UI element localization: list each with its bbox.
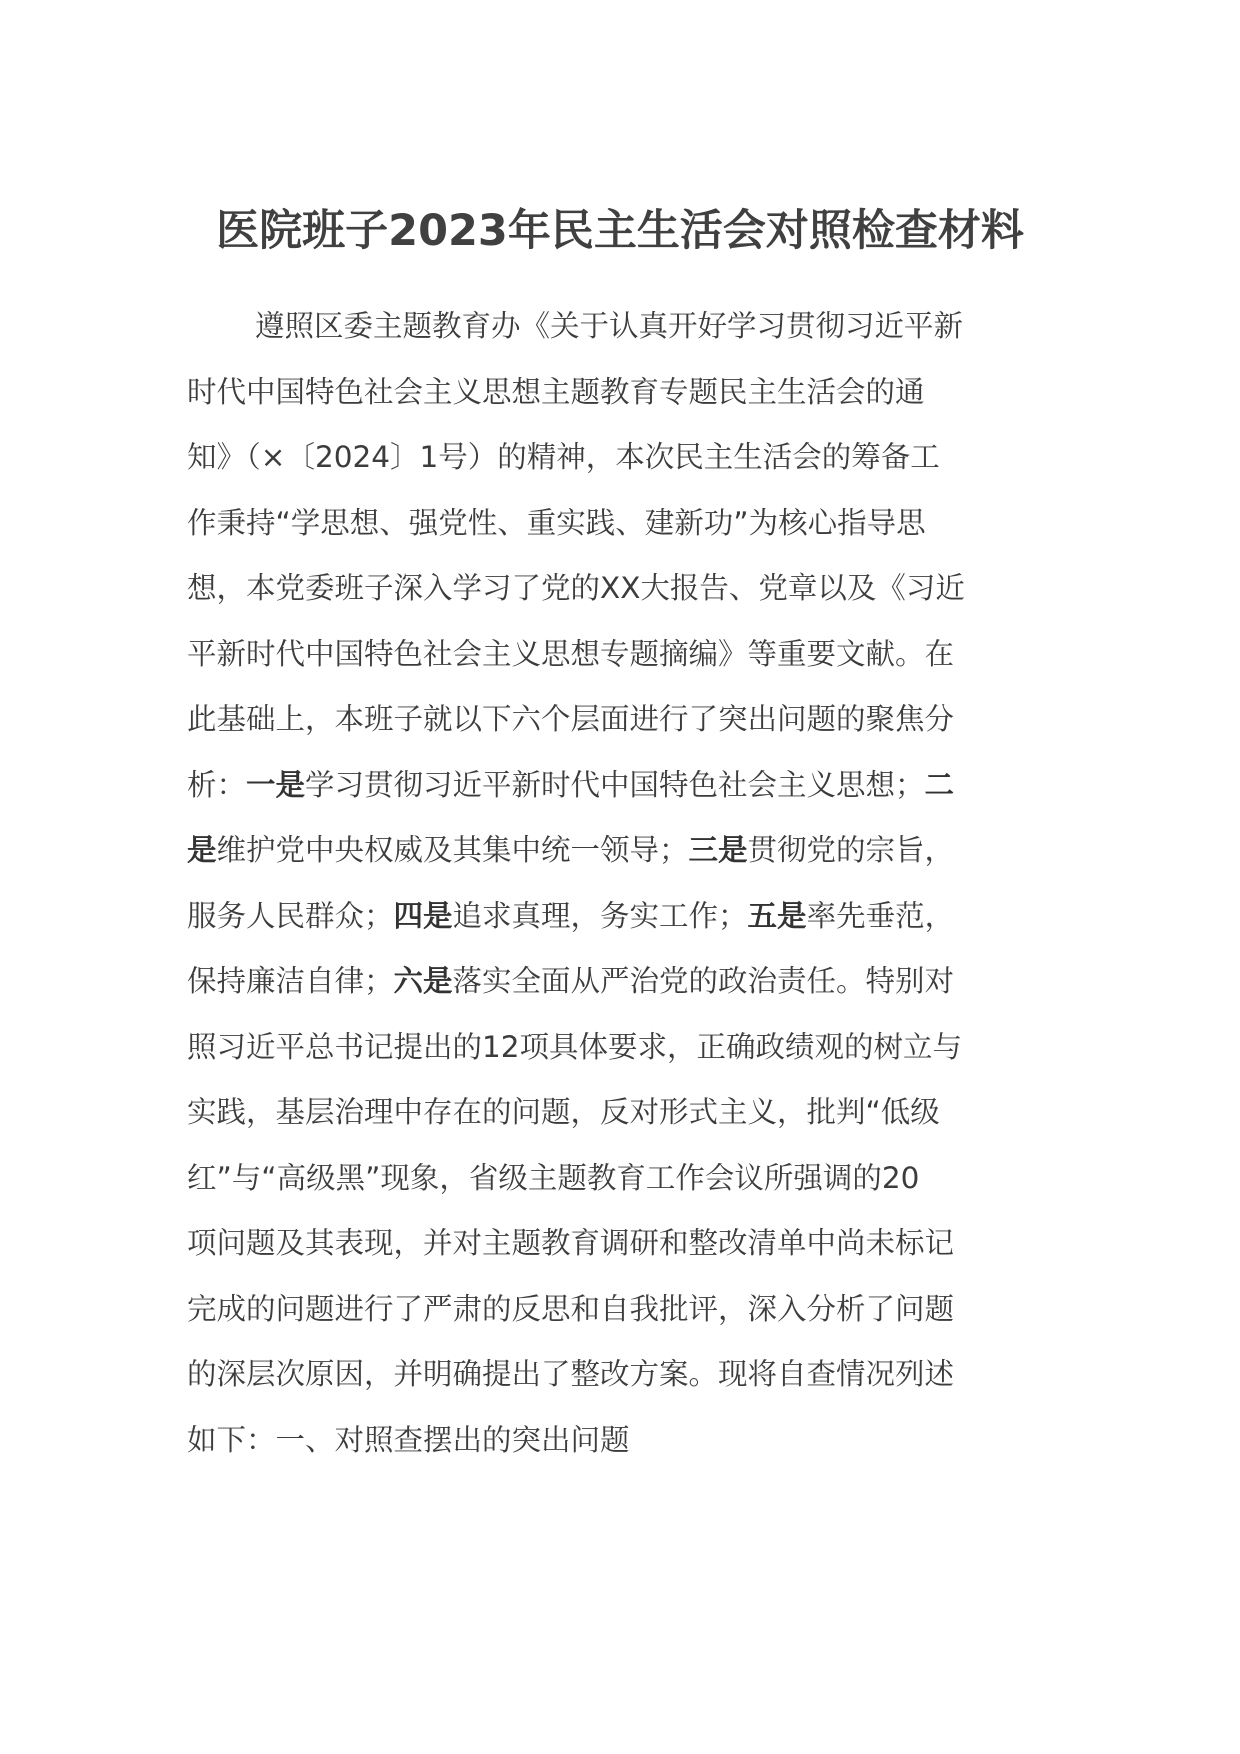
item-label-one: 一是: [246, 767, 306, 802]
paragraph-line: [187, 884, 1057, 950]
paragraph-line: 实践，基层治理中存在的问题，反对形式主义，批判“低级: [187, 1095, 940, 1129]
paragraph-line: [187, 818, 1057, 884]
item-text-six: 落实全面从严治党的政治责任。特别对: [452, 964, 955, 998]
paragraph-line: 知》（×〔2024〕1号）的精神，本次民主生活会的筹备工: [187, 440, 940, 474]
paragraph-line: 遵照区委主题教育办《关于认真开好学习贯彻习近平新: [255, 309, 964, 343]
paragraph-line: [187, 753, 1057, 819]
paragraph-line: 想，本党委班子深入学习了党的XX大报告、党章以及《习近: [187, 571, 965, 605]
item-label-six: 六是: [393, 964, 453, 998]
line-text: 析：: [187, 767, 247, 802]
paragraph-line: [187, 949, 1057, 1015]
paragraph-line: 如下：一、对照查摆出的突出问题: [187, 1422, 630, 1457]
paragraph-line: 完成的问题进行了严肃的反思和自我批评，深入分析了问题: [187, 1291, 955, 1326]
paragraph-line: 照习近平总书记提出的12项具体要求，正确政绩观的树立与: [187, 1029, 963, 1064]
item-text-three: 贯彻党的宗旨，: [747, 833, 955, 867]
item-text-three-cont: 服务人民群众；: [187, 898, 394, 933]
item-label-four: 四是: [393, 898, 453, 933]
item-text-four: 追求真理，务实工作；: [452, 898, 748, 933]
item-text-five-cont: 保持廉洁自律；: [187, 964, 394, 998]
paragraph-line: 项问题及其表现，并对主题教育调研和整改清单中尚未标记: [187, 1226, 955, 1260]
document-body: [187, 294, 1057, 1473]
item-text-five: 率先垂范，: [806, 898, 955, 933]
paragraph-line: 作秉持“学思想、强党性、重实践、建新功”为核心指导思: [187, 505, 926, 540]
document-title: 医院班子2023年民主生活会对照检查材料: [216, 206, 1024, 256]
item-label-three: 三是: [688, 833, 748, 867]
item-text-two: 维护党中央权威及其集中统一领导；: [216, 833, 689, 867]
paragraph-line: 时代中国特色社会主义思想主题教育专题民主生活会的通: [187, 374, 925, 409]
item-text-one: 学习贯彻习近平新时代中国特色社会主义思想；: [305, 767, 925, 802]
paragraph-line: 的深层次原因，并明确提出了整改方案。现将自查情况列述: [187, 1357, 955, 1391]
item-label-two-cont: 是: [187, 833, 217, 867]
item-label-five: 五是: [747, 898, 807, 933]
paragraph-line: 平新时代中国特色社会主义思想专题摘编》等重要文献。在: [187, 636, 955, 671]
item-label-two: 二: [924, 767, 955, 802]
paragraph-line: 此基础上，本班子就以下六个层面进行了突出问题的聚焦分: [187, 702, 955, 736]
paragraph-line: 红”与“高级黑”现象，省级主题教育工作会议所强调的20: [187, 1160, 920, 1195]
